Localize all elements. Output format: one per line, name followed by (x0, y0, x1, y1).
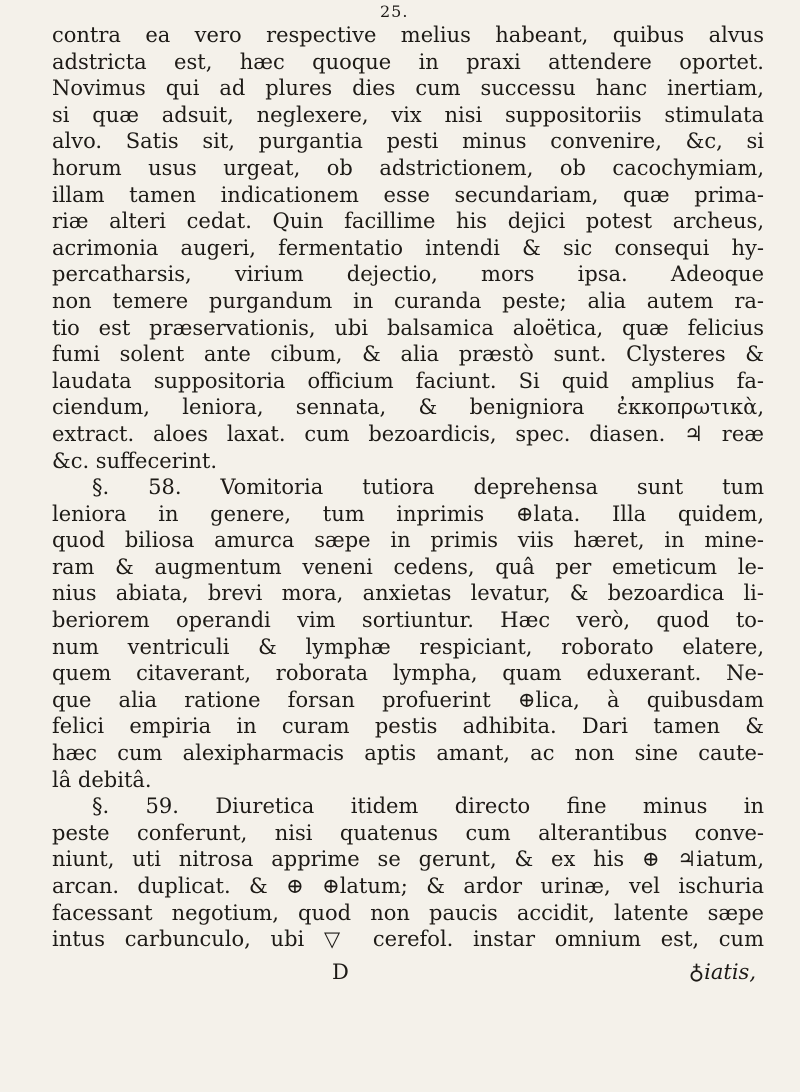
text-line: nius abiata, brevi mora, anxietas levatur, & bezoardica li- (52, 581, 764, 606)
text-line: horum usus urgeat, ob adstrictionem, ob cacochymiam, (52, 155, 764, 180)
text-line: felici empiria in curam pestis adhibita. Dari tamen & (52, 714, 764, 739)
text-line: &c. suffecerint. (52, 448, 218, 473)
text-line: lâ debitâ. (52, 767, 152, 792)
signature-mark: D (332, 960, 349, 984)
page-number: 25. (380, 2, 409, 21)
text-line: tio est præservationis, ubi balsamica aloëtica, quæ felicius (52, 315, 764, 340)
text-line: arcan. duplicat. & ⊕ ⊕latum; & ardor urinæ, vel ischuria (52, 874, 764, 898)
text-line: fumi solent ante cibum, & alia præstò sunt. Clysteres & (52, 342, 764, 367)
text-line: riæ alteri cedat. Quin facillime his dejici potest archeus, (52, 209, 764, 234)
body-text (52, 22, 764, 953)
text-line: ciendum, leniora, sennata, & benigniora ἐκκοπρωτικὰ, (52, 395, 764, 420)
text-line: ram & augmentum veneni cedens, quâ per emeticum le- (52, 554, 764, 579)
text-line: contra ea vero respective melius habeant, quibus alvus (52, 23, 764, 47)
text-line: illam tamen indicationem esse secundariam, quæ prima- (52, 182, 764, 207)
text-line: quod biliosa amurca sæpe in primis viis hæret, in mine- (52, 528, 764, 553)
text-line: beriorem operandi vim sortiuntur. Hæc verò, quod to- (52, 608, 764, 633)
text-line: Novimus qui ad plures dies cum successu hanc inertiam, (52, 76, 764, 101)
text-line: que alia ratione forsan profuerint ⊕lica, à quibusdam (52, 687, 764, 712)
text-line: facessant negotium, quod non paucis accidit, latente sæpe (52, 900, 764, 925)
text-line: leniora in genere, tum inprimis ⊕lata. Illa quidem, (52, 501, 764, 526)
text-line: num ventriculi & lymphæ respiciant, roborato elatere, (52, 634, 764, 659)
text-line: adstricta est, hæc quoque in praxi attendere oportet. (52, 49, 764, 74)
text-line: peste conferunt, nisi quatenus cum alterantibus conve- (52, 820, 764, 845)
text-line: extract. aloes laxat. cum bezoardicis, spec. diasen. ♃ reæ (52, 421, 764, 446)
text-line: percatharsis, virium dejectio, mors ipsa. Adeoque (52, 262, 764, 287)
text-line: intus carbunculo, ubi ▽ cerefol. instar omnium est, cum (52, 927, 764, 952)
text-line: acrimonia augeri, fermentatio intendi & sic consequi hy- (52, 235, 764, 260)
text-line: niunt, uti nitrosa apprime se gerunt, & ex his ⊕ ♃iatum, (52, 847, 764, 872)
catchword: ♁iatis, (688, 960, 756, 984)
text-line: si quæ adsuit, neglexere, vix nisi suppositoriis stimulata (52, 102, 764, 127)
section-heading-line: §. 59. Diuretica itidem directo fine minus in (92, 794, 764, 819)
text-line: laudata suppositoria officium faciunt. Si quid amplius fa- (52, 368, 764, 393)
text-line: hæc cum alexipharmacis aptis amant, ac non sine caute- (52, 741, 764, 766)
text-line: alvo. Satis sit, purgantia pesti minus convenire, &c, si (52, 129, 764, 154)
text-line: quem citaverant, roborata lympha, quam eduxerant. Ne- (52, 661, 764, 686)
section-heading-line: §. 58. Vomitoria tutiora deprehensa sunt tum (92, 475, 764, 500)
page-footer (52, 960, 764, 990)
text-line: non temere purgandum in curanda peste; alia autem ra- (52, 288, 764, 313)
